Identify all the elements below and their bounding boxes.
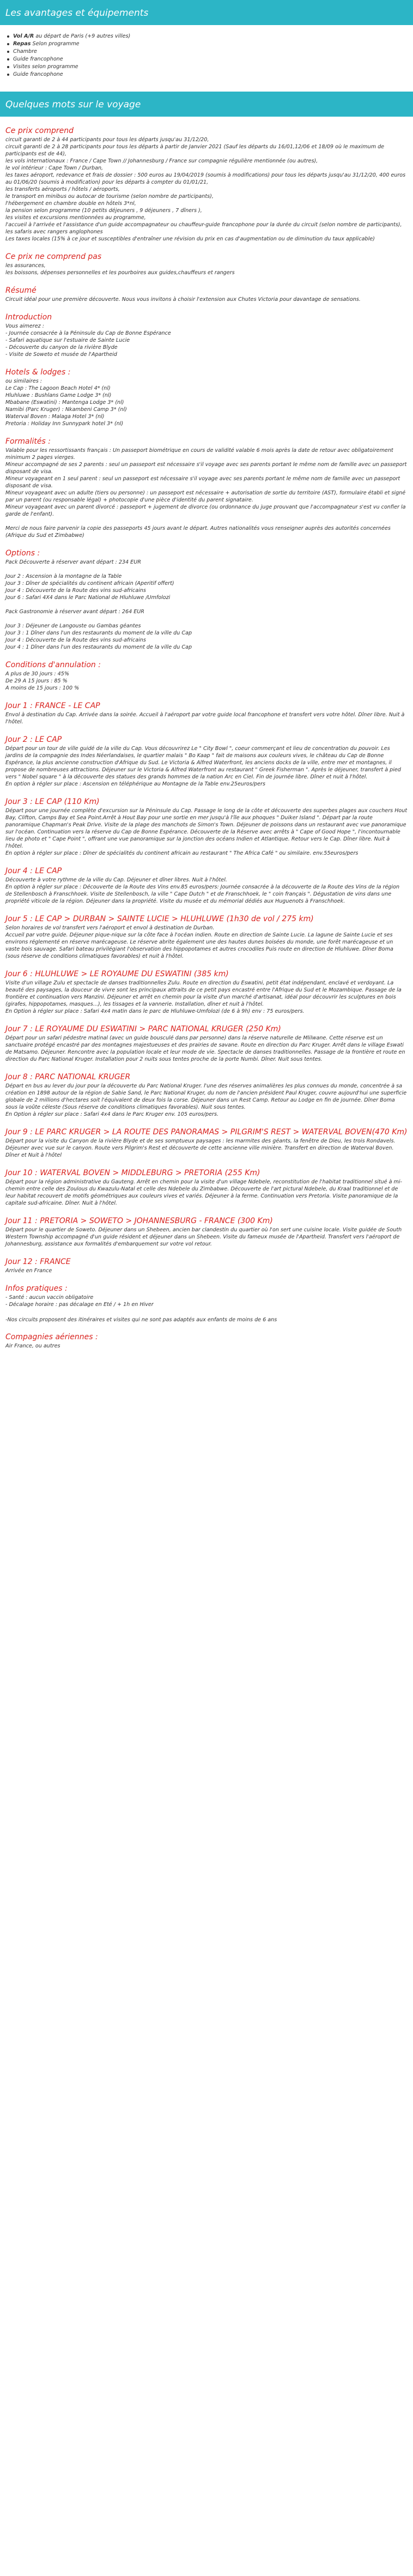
section-body: ou similaires : Le Cap : The Lagoon Beach Hotel 4* (nl) Hluhluwe : Bushlans Game Lodge 3* (nl) Mbabane (Eswatini) : Mantenga Lodge 3* (nl) Namibi (Parc Kruger) : Nkambeni Camp 3* (nl) Waterval Boven : Malaga Hotel 3* (nl) Pretoria : Holiday Inn Sunnypark hotel 3* (nl) — [5, 378, 127, 427]
section-body: Pack Découverte à réserver avant départ : 234 EUR Jour 2 : Ascension à la montagne de la Table Jour 3 : Dîner de spécialités du continent africain (Aperitif offert) Jour 4 : Découverte de la Route des vins sud-africains Jour 6 : Safari 4X4 dans le Parc National de Hluhluwe /Umfolozi Pack Gastronomie à réserver avant départ : 264 EUR Jour 3 : Déjeuner de Langouste ou Gambas géantes Jour 3 : 1 Dîner dans l'un des restaurants du moment de la ville du Cap Jour 4 : Découverte de la Route des vins sud-africains Jour 4 : 1 Dîner dans l'un des restaurants du moment de la ville du Cap — [5, 559, 192, 650]
avantage-item-text: au départ de Paris (+9 autres villes) — [34, 33, 131, 39]
section-title: Ce prix comprend — [5, 126, 74, 135]
avantage-item-text: Chambre — [13, 49, 37, 55]
section-body: Départ pour un safari pédestre matinal (avec un guide bousculé dans par personne) dans la réserve naturelle de Mlilwane. Cette réserve est un sanctuaire protégé encastré par des montagnes majestueuses et des prairies de savane. Route en direction du Parc Kruger. Arrêt dans le village Eswati de Matsamo. Déjeuner. Rencontre avec la population locale et leur mode de vie. Spectacle de danses traditionnelles. Passage de la frontière et route en direction du Parc National Kruger. Installation pour 2 nuits sous tentes proche de la porte Numbi. Dîner. Nuit sous tentes. — [5, 1035, 405, 1062]
section-body: Arrivée en France — [5, 1268, 52, 1274]
avantage-item-text: Guide francophone — [13, 56, 63, 62]
section-body: les assurances, les boissons, dépenses personnelles et les pourboires aux guides,chauffeurs et rangers — [5, 263, 235, 276]
section-title: Compagnies aériennes : — [5, 1333, 98, 1341]
section-title: Jour 2 : LE CAP — [5, 735, 62, 744]
section-title: Options : — [5, 549, 40, 558]
section-title: Hotels & lodges : — [5, 368, 71, 377]
section-body: A plus de 30 jours : 45% De 29 A 15 jours : 85 % A moins de 15 jours : 100 % — [5, 671, 80, 691]
section-title: Résumé — [5, 286, 37, 295]
avantage-item — [5, 33, 408, 40]
section-title: Jour 6 : HLUHLUWE > LE ROYAUME DU ESWATINI (385 km) — [5, 970, 229, 978]
section-title: Jour 12 : FRANCE — [5, 1257, 71, 1266]
section-title: Conditions d'annulation : — [5, 661, 101, 669]
age-note: -Nos circuits proposent des itinéraires et visites qui ne sont pas adaptés aux enfants de moins de 6 ans — [5, 1317, 277, 1323]
section-body: Circuit idéal pour une première découverte. Nous vous invitons à choisir l'extension aux Chutes Victoria pour davantage de sensations. — [5, 297, 361, 303]
section-body: Vous aimerez : - Journée consacrée à la Péninsule du Cap de Bonne Espérance - Safari aquatique sur l'estuaire de Sainte Lucie - Découverte du canyon de la rivière Blyde - Visite de Soweto et musée de l'Apartheid — [5, 323, 171, 358]
section-title: Infos pratiques : — [5, 1284, 68, 1293]
avantage-item — [5, 48, 408, 56]
section-title: Formalités : — [5, 437, 51, 446]
section-body: Visite d'un village Zulu et spectacle de danses traditionnelles Zulu. Route en direction du Eswatini, petit état indépendant, enclavé et verdoyant. La beauté des paysages, la douceur de vivre sont les principaux attraits de ce petit pays encastré entre l'Afrique du Sud et le Mozambique. Passage de la frontière et continuation vers Manzini. Déjeuner et arrêt en chemin pour la visite d'un marché d'artisanat, idéal pour découvrir les sculptures en bois (girafes, hippopotames, masques...), les tissages et la vannerie. Installation, dîner et nuit à l'hôtel. En Option à régler sur place : Safari 4x4 matin dans le parc de Hluhluwe-Umfolozi (de 6 à 9h) env : 75 euros/pers. — [5, 980, 402, 1014]
section-title: Jour 10 : WATERVAL BOVEN > MIDDLEBURG > PRETORIA (255 Km) — [5, 1169, 260, 1177]
section-body: Départ pour un tour de ville guidé de la ville du Cap. Vous découvrirez Le " City Bowl ", coeur commerçant et lieu de concentration du pouvoir. Les jardins de la compagnie des Indes Néerlandaises, le quartier malais " Bo Kaap " fait de maisons aux couleurs vives, le château du Cap de Bonne Espérance, la plus ancienne construction d'Afrique du Sud. Le Victoria & Alfred Waterfront, les anciens docks de la ville, entre mer et montagnes, il propose de nombreuses attractions. Déjeuner sur le Victoria & Alfred Waterfront au restaurant " Greek Fisherman ". Après le déjeuner, transfert à pied vers " Nobel square " à la découverte des statues des grands hommes de la nation Arc en Ciel. Fin de journée libre. Dîner et nuit à l'hôtel. En option à régler sur place : Ascension en téléphérique au Montagne de la Table env.25euros/pers — [5, 746, 401, 787]
section-body: Découverte à votre rythme de la ville du Cap. Déjeuner et dîner libres. Nuit à l'hôtel. En option à régler sur place : Découverte de la Route des Vins env.85 euros/pers: Journée consacrée à la découverte de la Route des Vins de la région de Stellenbosch à Franschhoek. Visite de Stellenbosch, la ville " Cape Dutch " et de Franschhoek, le " coin français ". Dégustation de vins dans une propriété viticole de la région. Déjeuner dans la propriété. Visite du musée et du mémorial dédiés aux Huguenots à Franschhoek. — [5, 877, 400, 904]
section-title: Jour 1 : FRANCE - LE CAP — [5, 702, 100, 710]
avantage-item — [5, 40, 408, 48]
section-body: Départ en bus au lever du jour pour la découverte du Parc National Kruger. l'une des réserves animalières les plus connues du monde, concentrée à sa création en 1898 autour de la région de Sabie Sand, le Parc National Kruger, du nom de l'ancien président Paul Kruger, couvre aujourd'hui une superficie globale de 2 millions d'hectares soit l'équivalent de deux fois la corse. Déjeuner dans un Rest Camp. Retour au Lodge en fin de journée. Dîner Boma sous la voûte céleste (Sous réserve de conditions climatiques favorables). Nuit sous tentes. En Option à régler sur place : Safari 4x4 dans le Parc Kruger env. 105 euros/pers. — [5, 1083, 407, 1117]
section-body: Envol à destination du Cap. Arrivée dans la soirée. Accueil à l'aéroport par votre guide local francophone et transfert vers votre hôtel. Dîner libre. Nuit à l'hôtel. — [5, 712, 405, 725]
section-body: Valable pour les ressortissants français : Un passeport biométrique en cours de validité valable 6 mois après la date de retour avec obligatoirement minimum 2 pages vierges. Mineur accompagné de ses 2 parents : seul un passeport est nécessaire s'il voyage avec ses parents portant le même nom de famille avec un passeport disposant de visa. Mineur voyageant en 1 seul parent : seul un passeport est nécessaire s'il voyage avec ses parents portant le même nom de famille avec un passeport disposant de visa. Mineur voyageant avec un adulte (tiers ou personne) : un passeport est nécessaire + autorisation de sortie du territoire (AST), formulaire établi et signé par un parent (ou responsable légal) + photocopie d'une pièce d'identité du parent signataire. Mineur voyageant avec un parent divorcé : passeport + jugement de divorce (ou ordonnance du juge prouvant que l'accompagnateur s'est vu confier la garde de l'enfant). Merci de nous faire parvenir la copie des passeports 45 jours avant le départ. Autres nationalités vous renseigner auprès des autorités concernées (Afrique du Sud et Zimbabwe) — [5, 448, 407, 539]
section-title: Jour 3 : LE CAP (110 Km) — [5, 797, 100, 806]
avantage-item-label: Repas — [13, 41, 31, 47]
section-body: circuit garanti de 2 à 44 participants pour tous les départs jusqu'au 31/12/20, circuit garanti de 2 à 28 participants pour tous les départs à partir de Janvier 2021 (Sauf les départs du 16/01,12/06 et 18/09 où le maximum de participants est de 44), les vols internationaux : France / Cape Town // Johannesburg / France sur compagnie régulière mentionnée (ou autres), le vol intérieur : Cape Town / Durban, les taxes aéroport, redevance et frais de dossier : 500 euros au 19/04/2019 (soumis à modifications) pour tous les départs jusqu'au 31/12/20, 400 euros au 01/06/20 (soumis à modification) pour les départs à compter du 01/01/21, les transferts aéroports / hôtels / aéroports, le transport en minibus ou autocar de tourisme (selon nombre de participants), l'hébergement en chambre double en hôtels 3*nl, la pension selon programme (10 petits déjeuners , 9 déjeuners , 7 dîners ), les visites et excursions mentionnées au programme, l'accueil à l'arrivée et l'assistance d'un guide accompagnateur ou chauffeur-guide francophone pour la durée du circuit (selon nombre de participants), les safaris avec rangers anglophones Les taxes locales (15% à ce jour et susceptibles d'entraîner une révision du prix en cas d'augmentation ou de diminution du taux applicable) — [5, 137, 406, 242]
section-title: Jour 8 : PARC NATIONAL KRUGER — [5, 1073, 131, 1081]
avantage-item-text: Guide francophone — [13, 71, 63, 77]
section-title: Jour 5 : LE CAP > DURBAN > SAINTE LUCIE > HLUHLUWE (1h30 de vol / 275 km) — [5, 915, 314, 923]
section-body: Départ pour une journée complète d'excursion sur la Péninsule du Cap. Passage le long de la côte et découverte des superbes plages aux couchers Hout Bay, Clifton, Camps Bay et Sea Point.Arrêt à Hout Bay pour une sortie en mer jusqu'à l'île aux phoques " Duiker Island ". Départ par la route panoramique Chapman's Peak Drive. Visite de la plage des manchots de Simon's Town. Déjeuner de poissons dans un restaurant avec vue panoramique sur l'océan. Continuation vers la réserve du Cap de Bonne Espérance. Découverte de la Réserve avec arrêts à " Cape of Good Hope ", l'incontournable lieu de photo et " Cape Point ", offrant une vue panoramique sur la jonction des océans Indien et Atlantique. Retour vers le Cap. Dîner libre. Nuit à l'hôtel. En option à régler sur place : Dîner de spécialités du continent africain au restaurant " The Africa Café " ou similaire. env.55euros/pers — [5, 808, 408, 856]
avantage-item-label: Vol A/R — [13, 33, 34, 39]
section-body: Départ pour la région administrative du Gauteng. Arrêt en chemin pour la visite d'un village Ndebele, reconstitution de l'habitat traditionnel situé à mi-chemin entre celle des Zoulous du Kwazulu-Natal et celle des Ndebele du Zimbabwe. Découverte de l'art pictural Ndebele, du Kraal traditionnel et de leur habitat recouvert de motifs géométriques aux couleurs vives et variés. Déjeuner à la ferme. Continuation vers Pretoria. Visite panoramique de la capitale sud-africaine. Dîner. Nuit à l'hôtel. — [5, 1179, 403, 1206]
avantages-header — [0, 0, 413, 25]
section-title: Ce prix ne comprend pas — [5, 252, 102, 261]
avantages-list — [5, 33, 408, 78]
avantage-item — [5, 63, 408, 71]
voyage-header — [0, 92, 413, 117]
section-title: Jour 9 : LE PARC KRUGER > LA ROUTE DES PANORAMAS > PILGRIM'S REST > WATERVAL BOVEN(470 Km) — [5, 1128, 408, 1136]
section-body: - Santé : aucun vaccin obligatoire - Décalage horaire : pas décalage en Eté / + 1h en Hiver — [5, 1295, 154, 1308]
section-title: Jour 11 : PRETORIA > SOWETO > JOHANNESBURG - FRANCE (300 Km) — [5, 1217, 273, 1225]
avantages-content — [0, 25, 413, 92]
avantage-item — [5, 56, 408, 63]
voyage-content — [0, 117, 413, 1360]
avantage-item — [5, 71, 408, 78]
section-title: Jour 4 : LE CAP — [5, 867, 62, 875]
voyage-title: Quelques mots sur le voyage — [5, 99, 141, 110]
section-title: Jour 7 : LE ROYAUME DU ESWATINI > PARC NATIONAL KRUGER (250 Km) — [5, 1025, 281, 1033]
section-body: Air France, ou autres — [5, 1343, 60, 1349]
avantage-item-text: Selon programme — [31, 41, 80, 47]
section-body: Selon horaires de vol transfert vers l'aéroport et envol à destination de Durban. Accueil par votre guide. Déjeuner pique-nique sur la côte face à l'océan indien. Route en direction de Sainte Lucie. La lagune de Sainte Lucie et ses environs réglementé en réserve marécageuse. Le réserve abrite également une des hautes dunes boisées du monde, une forêt marécageuse et un vaste bois sauvage. Safari bateau privilégiant l'observation des hippopotames et autres crocodiles Puis route en direction de Hluhluwe. Dîner Boma (sous réserve de conditions climatiques favorables) et nuit à l'hôtel. — [5, 925, 393, 959]
section-body: Départ pour la visite du Canyon de la rivière Blyde et de ses somptueux paysages : les marmites des géants, la fenêtre de Dieu, les trois Rondavels. Déjeuner avec vue sur le canyon. Route vers Pilgrim's Rest et découverte de cette ancienne ville minière. Transfert en direction de Waterval Boven. Dîner et Nuit à l'hôtel — [5, 1138, 396, 1158]
avantage-item-text: Visites selon programme — [13, 64, 78, 70]
section-body: Départ pour le quartier de Soweto. Déjeuner dans un Shebeen, ancien bar clandestin du quartier où l'on sert une cuisine locale. Visite guidée de South Western Township accompagné d'un guide résident et déjeuner dans un Shebeen. Visite du fameux musée de l'Apartheid. Transfert vers l'aéroport de Johannesburg, assistance aux formalités d'embarquement sur votre vol retour. — [5, 1227, 402, 1247]
section-title: Introduction — [5, 313, 52, 322]
avantages-title: Les avantages et équipements — [5, 8, 149, 19]
